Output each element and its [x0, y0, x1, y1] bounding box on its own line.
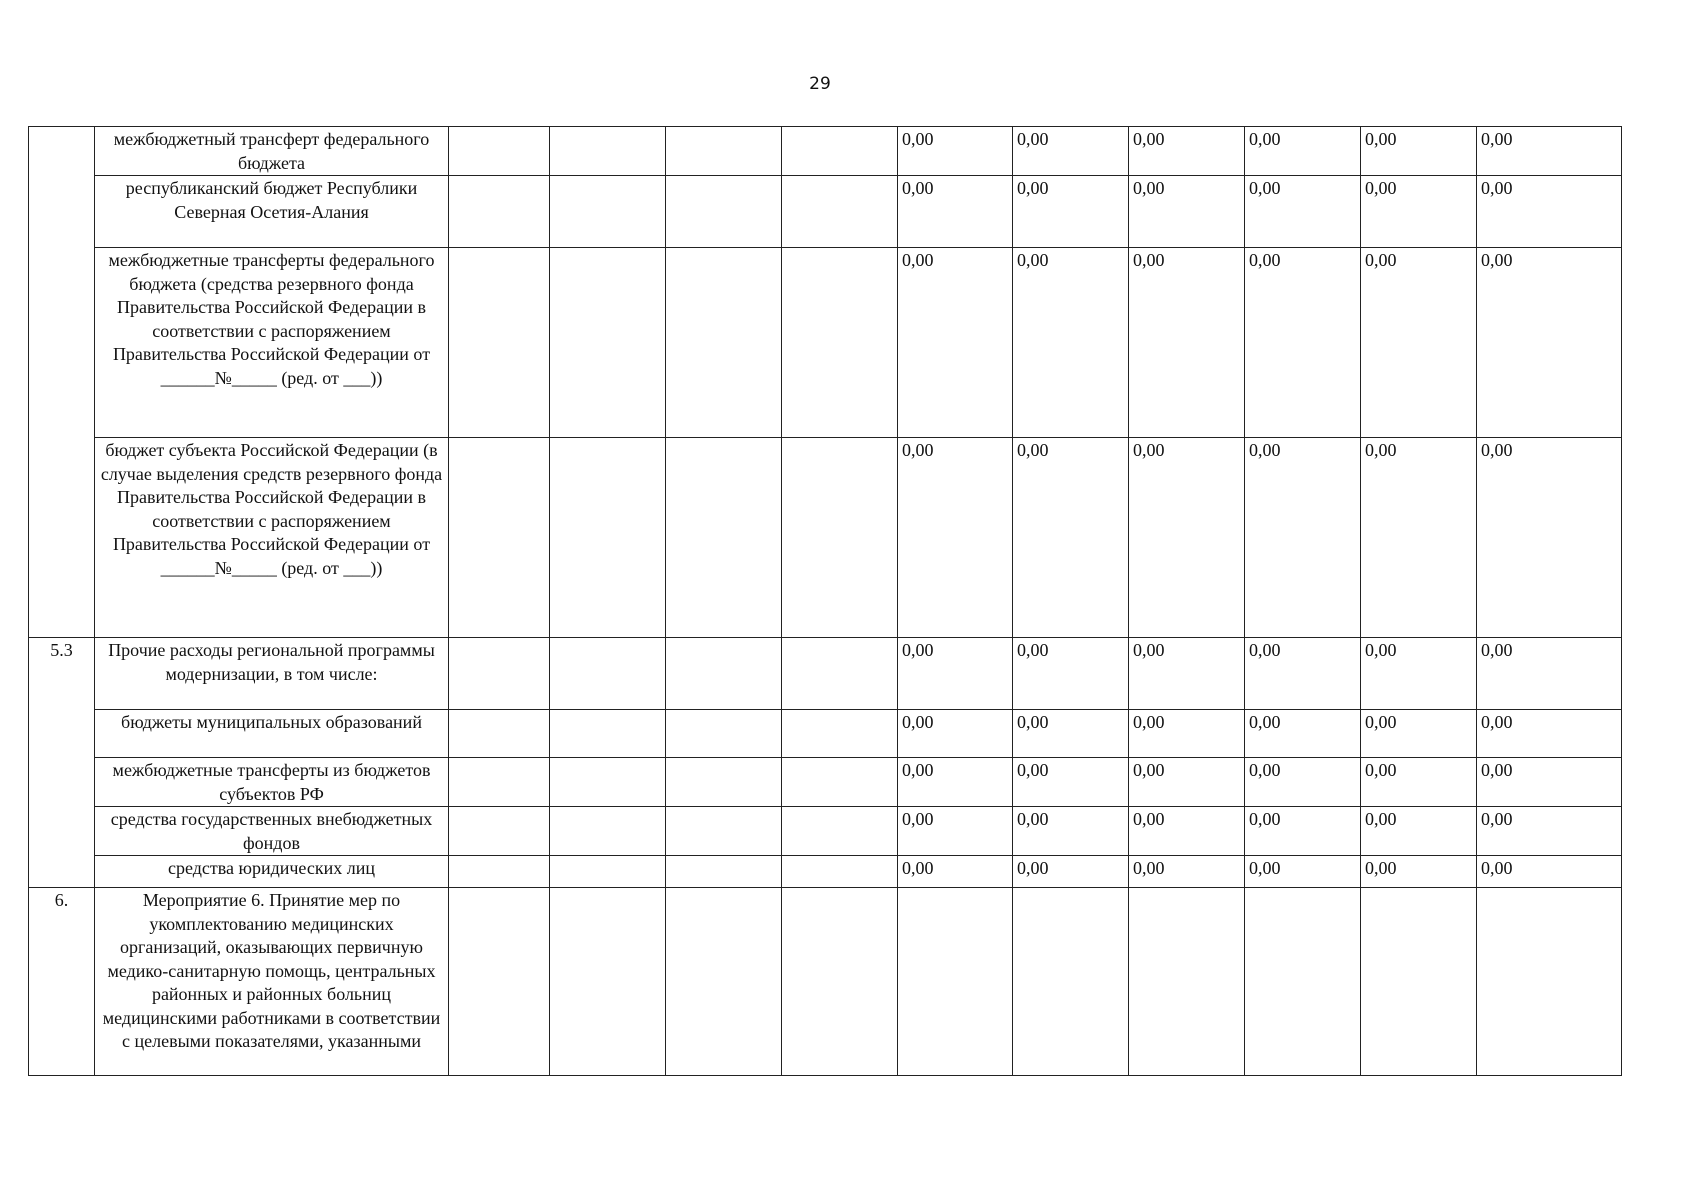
value-cell: 0,00 [898, 758, 1013, 807]
value-cell: 0,00 [1245, 176, 1361, 248]
value-cell: 0,00 [1361, 127, 1477, 176]
empty-cell [782, 638, 898, 710]
row-description-cell: межбюджетный трансферт федерального бюджета [95, 127, 449, 176]
value-cell [1013, 888, 1129, 1076]
value-cell: 0,00 [1129, 710, 1245, 758]
value-cell: 0,00 [1477, 807, 1622, 856]
row-number-cell: 5.3 [29, 638, 95, 888]
row-description-cell: средства юридических лиц [95, 856, 449, 888]
empty-cell [550, 888, 666, 1076]
value-cell: 0,00 [1245, 758, 1361, 807]
empty-cell [449, 248, 550, 438]
empty-cell [666, 127, 782, 176]
row-description-cell: средства государственных внебюджетных фондов [95, 807, 449, 856]
value-cell: 0,00 [1245, 638, 1361, 710]
row-description-cell: Прочие расходы региональной программы модернизации, в том числе: [95, 638, 449, 710]
empty-cell [449, 807, 550, 856]
value-cell: 0,00 [1013, 127, 1129, 176]
empty-cell [550, 807, 666, 856]
empty-cell [449, 638, 550, 710]
row-description-cell: республиканский бюджет Республики Северная Осетия-Алания [95, 176, 449, 248]
value-cell: 0,00 [1477, 248, 1622, 438]
table-row [29, 856, 1622, 888]
empty-cell [449, 758, 550, 807]
empty-cell [666, 638, 782, 710]
empty-cell [449, 176, 550, 248]
empty-cell [550, 638, 666, 710]
value-cell: 0,00 [1477, 758, 1622, 807]
value-cell: 0,00 [1361, 710, 1477, 758]
table-row [29, 248, 1622, 438]
value-cell: 0,00 [1013, 176, 1129, 248]
empty-cell [449, 127, 550, 176]
table-row [29, 638, 1622, 710]
value-cell: 0,00 [1245, 127, 1361, 176]
value-cell: 0,00 [1129, 176, 1245, 248]
empty-cell [666, 888, 782, 1076]
table-row [29, 888, 1622, 1076]
table-row [29, 710, 1622, 758]
value-cell: 0,00 [1013, 856, 1129, 888]
empty-cell [782, 807, 898, 856]
value-cell [1477, 888, 1622, 1076]
value-cell: 0,00 [1129, 248, 1245, 438]
value-cell: 0,00 [1361, 856, 1477, 888]
empty-cell [449, 888, 550, 1076]
value-cell: 0,00 [1361, 248, 1477, 438]
empty-cell [782, 888, 898, 1076]
value-cell: 0,00 [1129, 638, 1245, 710]
empty-cell [449, 856, 550, 888]
value-cell: 0,00 [1129, 807, 1245, 856]
value-cell: 0,00 [898, 248, 1013, 438]
empty-cell [550, 127, 666, 176]
value-cell: 0,00 [1361, 176, 1477, 248]
value-cell: 0,00 [898, 638, 1013, 710]
value-cell: 0,00 [1361, 807, 1477, 856]
table-row [29, 176, 1622, 248]
value-cell: 0,00 [1013, 758, 1129, 807]
value-cell: 0,00 [1013, 807, 1129, 856]
value-cell [1129, 888, 1245, 1076]
empty-cell [550, 710, 666, 758]
value-cell: 0,00 [1245, 710, 1361, 758]
value-cell: 0,00 [1013, 438, 1129, 638]
table-row [29, 758, 1622, 807]
empty-cell [550, 758, 666, 807]
value-cell [1361, 888, 1477, 1076]
value-cell: 0,00 [1477, 710, 1622, 758]
value-cell: 0,00 [1245, 856, 1361, 888]
empty-cell [666, 176, 782, 248]
empty-cell [666, 710, 782, 758]
row-description-cell: межбюджетные трансферты федерального бюджета (средства резервного фонда Правительства Российской Федерации в соответствии с распоряжением Правительства Российской Федерации от ______№_____ (ред. от ___)) [95, 248, 449, 438]
value-cell: 0,00 [898, 438, 1013, 638]
value-cell: 0,00 [1013, 638, 1129, 710]
empty-cell [550, 176, 666, 248]
empty-cell [666, 758, 782, 807]
value-cell [898, 888, 1013, 1076]
value-cell: 0,00 [1361, 638, 1477, 710]
value-cell: 0,00 [898, 710, 1013, 758]
value-cell: 0,00 [1013, 248, 1129, 438]
empty-cell [666, 248, 782, 438]
row-description-cell: Мероприятие 6. Принятие мер по укомплектованию медицинских организаций, оказывающих первичную медико-санитарную помощь, центральных районных и районных больниц медицинскими работниками в соответствии с целевыми показателями, указанными [95, 888, 449, 1076]
row-description-cell: бюджет субъекта Российской Федерации (в случае выделения средств резервного фонда Правительства Российской Федерации в соответствии с распоряжением Правительства Российской Федерации от ______№_____ (ред. от ___)) [95, 438, 449, 638]
table-row [29, 438, 1622, 638]
value-cell: 0,00 [898, 856, 1013, 888]
value-cell: 0,00 [1477, 127, 1622, 176]
empty-cell [550, 856, 666, 888]
empty-cell [666, 807, 782, 856]
value-cell [1245, 888, 1361, 1076]
value-cell: 0,00 [1477, 438, 1622, 638]
row-description-cell: межбюджетные трансферты из бюджетов субъектов РФ [95, 758, 449, 807]
value-cell: 0,00 [1129, 856, 1245, 888]
empty-cell [782, 758, 898, 807]
page-number: 29 [809, 74, 831, 94]
value-cell: 0,00 [1477, 856, 1622, 888]
value-cell: 0,00 [1245, 438, 1361, 638]
value-cell: 0,00 [1129, 758, 1245, 807]
empty-cell [782, 438, 898, 638]
row-description-cell: бюджеты муниципальных образований [95, 710, 449, 758]
table-row [29, 807, 1622, 856]
empty-cell [550, 248, 666, 438]
value-cell: 0,00 [1245, 248, 1361, 438]
value-cell: 0,00 [1477, 638, 1622, 710]
row-number-cell: 6. [29, 888, 95, 1076]
empty-cell [550, 438, 666, 638]
value-cell: 0,00 [898, 807, 1013, 856]
empty-cell [666, 856, 782, 888]
empty-cell [782, 248, 898, 438]
value-cell: 0,00 [1129, 438, 1245, 638]
value-cell: 0,00 [1361, 438, 1477, 638]
empty-cell [449, 710, 550, 758]
value-cell: 0,00 [1013, 710, 1129, 758]
value-cell: 0,00 [1477, 176, 1622, 248]
empty-cell [782, 176, 898, 248]
value-cell: 0,00 [1245, 807, 1361, 856]
value-cell: 0,00 [1361, 758, 1477, 807]
value-cell: 0,00 [1129, 127, 1245, 176]
empty-cell [449, 438, 550, 638]
value-cell: 0,00 [898, 127, 1013, 176]
empty-cell [666, 438, 782, 638]
empty-cell [782, 127, 898, 176]
table-row [29, 127, 1622, 176]
value-cell: 0,00 [898, 176, 1013, 248]
empty-cell [782, 710, 898, 758]
empty-cell [782, 856, 898, 888]
row-number-cell [29, 127, 95, 638]
budget-table [28, 126, 1622, 1076]
